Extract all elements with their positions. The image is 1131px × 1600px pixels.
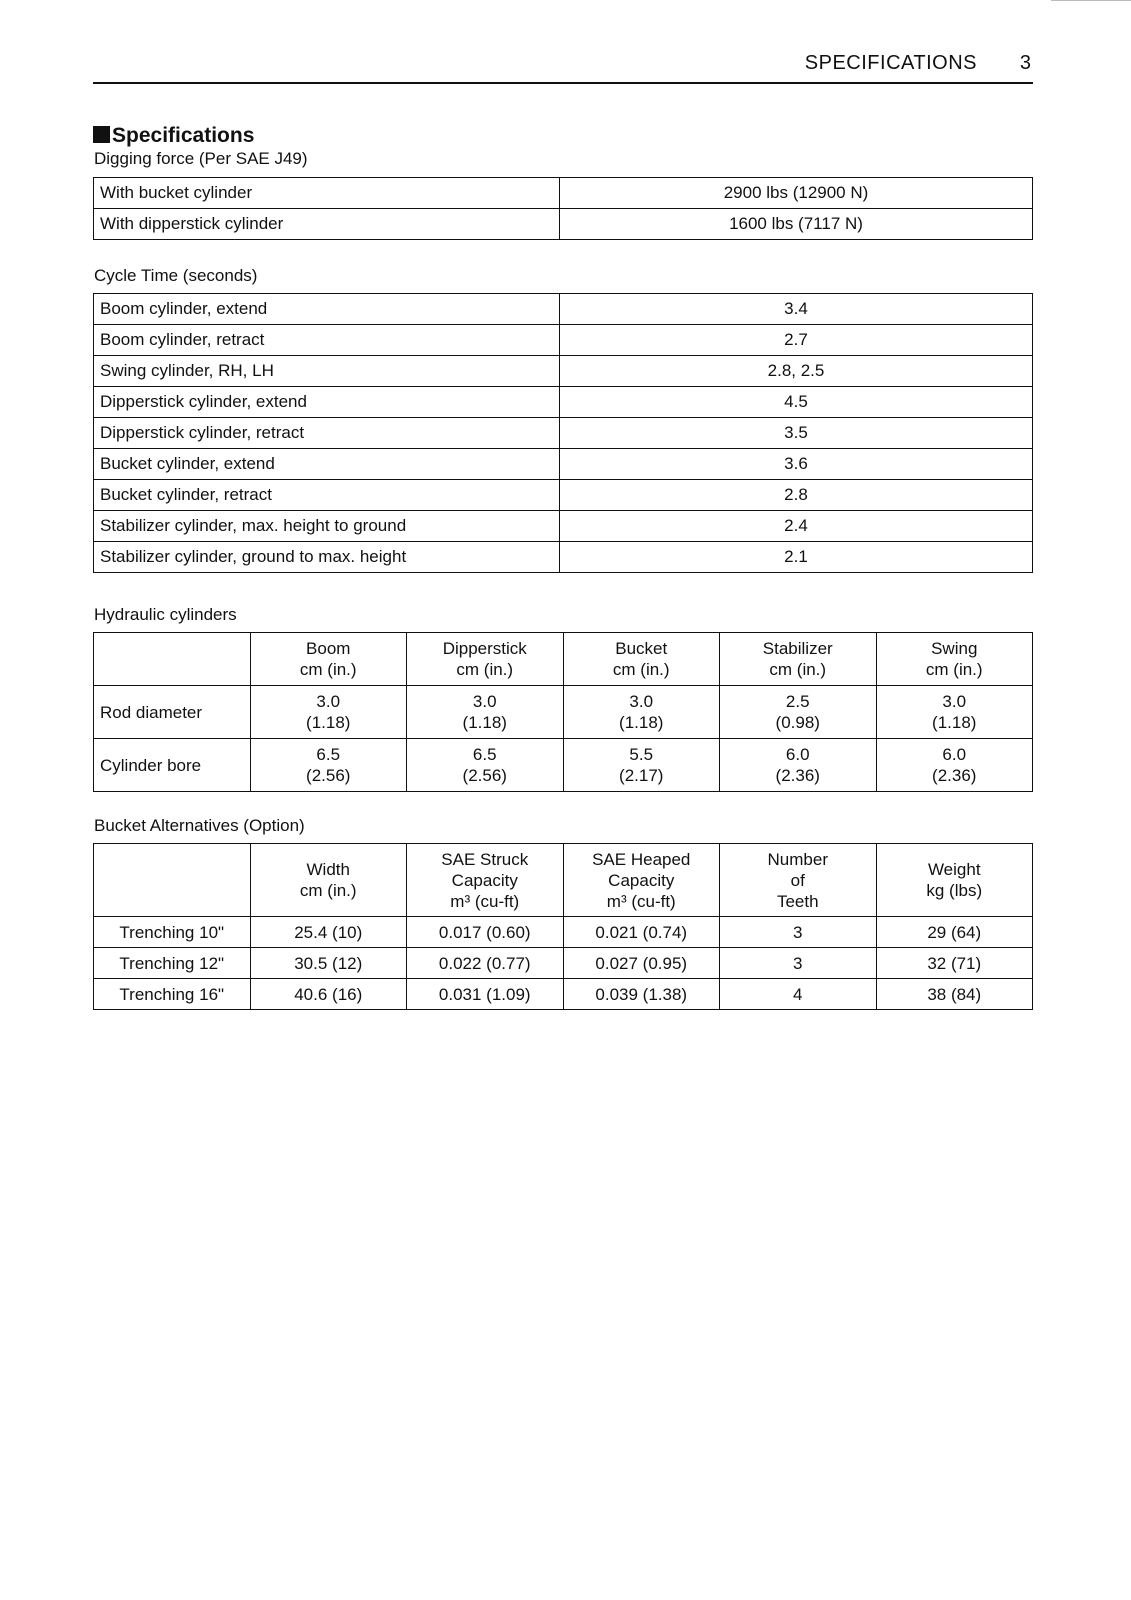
row-value: 2.1 <box>560 542 1033 573</box>
table-row <box>94 948 1033 979</box>
table-cell: 2.5 (0.98) <box>720 686 877 739</box>
header-section-title: SPECIFICATIONS <box>804 52 977 74</box>
table-cell: 6.0 (2.36) <box>720 739 877 792</box>
cycle-time-table <box>93 293 1033 573</box>
table-cell: 0.022 (0.77) <box>407 948 564 979</box>
table-cell: 30.5 (12) <box>250 948 407 979</box>
row-label: Trenching 16" <box>94 979 251 1010</box>
table-row <box>94 294 1033 325</box>
column-header: SAE Struck Capacity m³ (cu-ft) <box>407 844 564 917</box>
row-label: Bucket cylinder, retract <box>94 480 560 511</box>
table-cell: 0.027 (0.95) <box>563 948 720 979</box>
row-value: 2.4 <box>560 511 1033 542</box>
column-header: Boom cm (in.) <box>250 633 407 686</box>
row-value: 2900 lbs (12900 N) <box>560 178 1033 209</box>
column-header: Bucket cm (in.) <box>563 633 720 686</box>
row-value: 2.7 <box>560 325 1033 356</box>
table-row <box>94 449 1033 480</box>
table-cell: 0.039 (1.38) <box>563 979 720 1010</box>
digging-force-caption: Digging force (Per SAE J49) <box>94 149 308 168</box>
row-label: Boom cylinder, extend <box>94 294 560 325</box>
table-header-row <box>94 633 1033 686</box>
table-cell: 25.4 (10) <box>250 917 407 948</box>
column-header: Weight kg (lbs) <box>876 844 1033 917</box>
row-value: 4.5 <box>560 387 1033 418</box>
table-row <box>94 686 1033 739</box>
table-cell: 6.0 (2.36) <box>876 739 1033 792</box>
column-header: Width cm (in.) <box>250 844 407 917</box>
page-title <box>93 124 254 148</box>
table-row <box>94 178 1033 209</box>
table-row <box>94 979 1033 1010</box>
empty-header-cell <box>94 844 251 917</box>
table-cell: 3.0 (1.18) <box>876 686 1033 739</box>
table-cell: 3.0 (1.18) <box>563 686 720 739</box>
table-cell: 0.017 (0.60) <box>407 917 564 948</box>
row-label: Cylinder bore <box>94 739 251 792</box>
row-label: With dipperstick cylinder <box>94 209 560 240</box>
table-cell: 4 <box>720 979 877 1010</box>
table-row <box>94 480 1033 511</box>
table-cell: 40.6 (16) <box>250 979 407 1010</box>
column-header: Stabilizer cm (in.) <box>720 633 877 686</box>
row-label: Swing cylinder, RH, LH <box>94 356 560 387</box>
table-cell: 0.021 (0.74) <box>563 917 720 948</box>
row-label: Stabilizer cylinder, max. height to ground <box>94 511 560 542</box>
table-row <box>94 387 1033 418</box>
row-value: 3.5 <box>560 418 1033 449</box>
table-row <box>94 418 1033 449</box>
table-cell: 3 <box>720 917 877 948</box>
row-value: 2.8, 2.5 <box>560 356 1033 387</box>
table-cell: 5.5 (2.17) <box>563 739 720 792</box>
page-header <box>93 48 1033 84</box>
column-header: Dipperstick cm (in.) <box>407 633 564 686</box>
row-label: Trenching 10" <box>94 917 251 948</box>
page-number: 3 <box>1019 52 1031 74</box>
table-row <box>94 356 1033 387</box>
page-title-text: Specifications <box>112 124 255 147</box>
hydraulic-cylinders-table <box>93 632 1033 792</box>
bucket-alternatives-caption: Bucket Alternatives (Option) <box>94 816 305 835</box>
table-row <box>94 739 1033 792</box>
row-label: Dipperstick cylinder, extend <box>94 387 560 418</box>
column-header: Swing cm (in.) <box>876 633 1033 686</box>
table-cell: 0.031 (1.09) <box>407 979 564 1010</box>
row-label: Bucket cylinder, extend <box>94 449 560 480</box>
scan-edge-mark <box>1051 0 1131 1</box>
table-cell: 3 <box>720 948 877 979</box>
square-bullet-icon <box>93 126 110 143</box>
hydraulic-cylinders-caption: Hydraulic cylinders <box>94 605 237 624</box>
row-label: Trenching 12" <box>94 948 251 979</box>
column-header: Number of Teeth <box>720 844 877 917</box>
row-label: Stabilizer cylinder, ground to max. height <box>94 542 560 573</box>
table-row <box>94 542 1033 573</box>
row-label: Rod diameter <box>94 686 251 739</box>
row-value: 2.8 <box>560 480 1033 511</box>
table-cell: 6.5 (2.56) <box>407 739 564 792</box>
column-header: SAE Heaped Capacity m³ (cu-ft) <box>563 844 720 917</box>
table-row <box>94 917 1033 948</box>
table-cell: 6.5 (2.56) <box>250 739 407 792</box>
table-cell: 38 (84) <box>876 979 1033 1010</box>
empty-header-cell <box>94 633 251 686</box>
row-value: 3.6 <box>560 449 1033 480</box>
cycle-time-caption: Cycle Time (seconds) <box>94 266 258 285</box>
row-label: Dipperstick cylinder, retract <box>94 418 560 449</box>
row-value: 1600 lbs (7117 N) <box>560 209 1033 240</box>
table-header-row <box>94 844 1033 917</box>
digging-force-table <box>93 177 1033 240</box>
table-row <box>94 325 1033 356</box>
table-cell: 32 (71) <box>876 948 1033 979</box>
bucket-alternatives-table <box>93 843 1033 1010</box>
table-cell: 3.0 (1.18) <box>250 686 407 739</box>
table-row <box>94 209 1033 240</box>
table-cell: 29 (64) <box>876 917 1033 948</box>
row-label: With bucket cylinder <box>94 178 560 209</box>
row-value: 3.4 <box>560 294 1033 325</box>
table-row <box>94 511 1033 542</box>
table-cell: 3.0 (1.18) <box>407 686 564 739</box>
row-label: Boom cylinder, retract <box>94 325 560 356</box>
